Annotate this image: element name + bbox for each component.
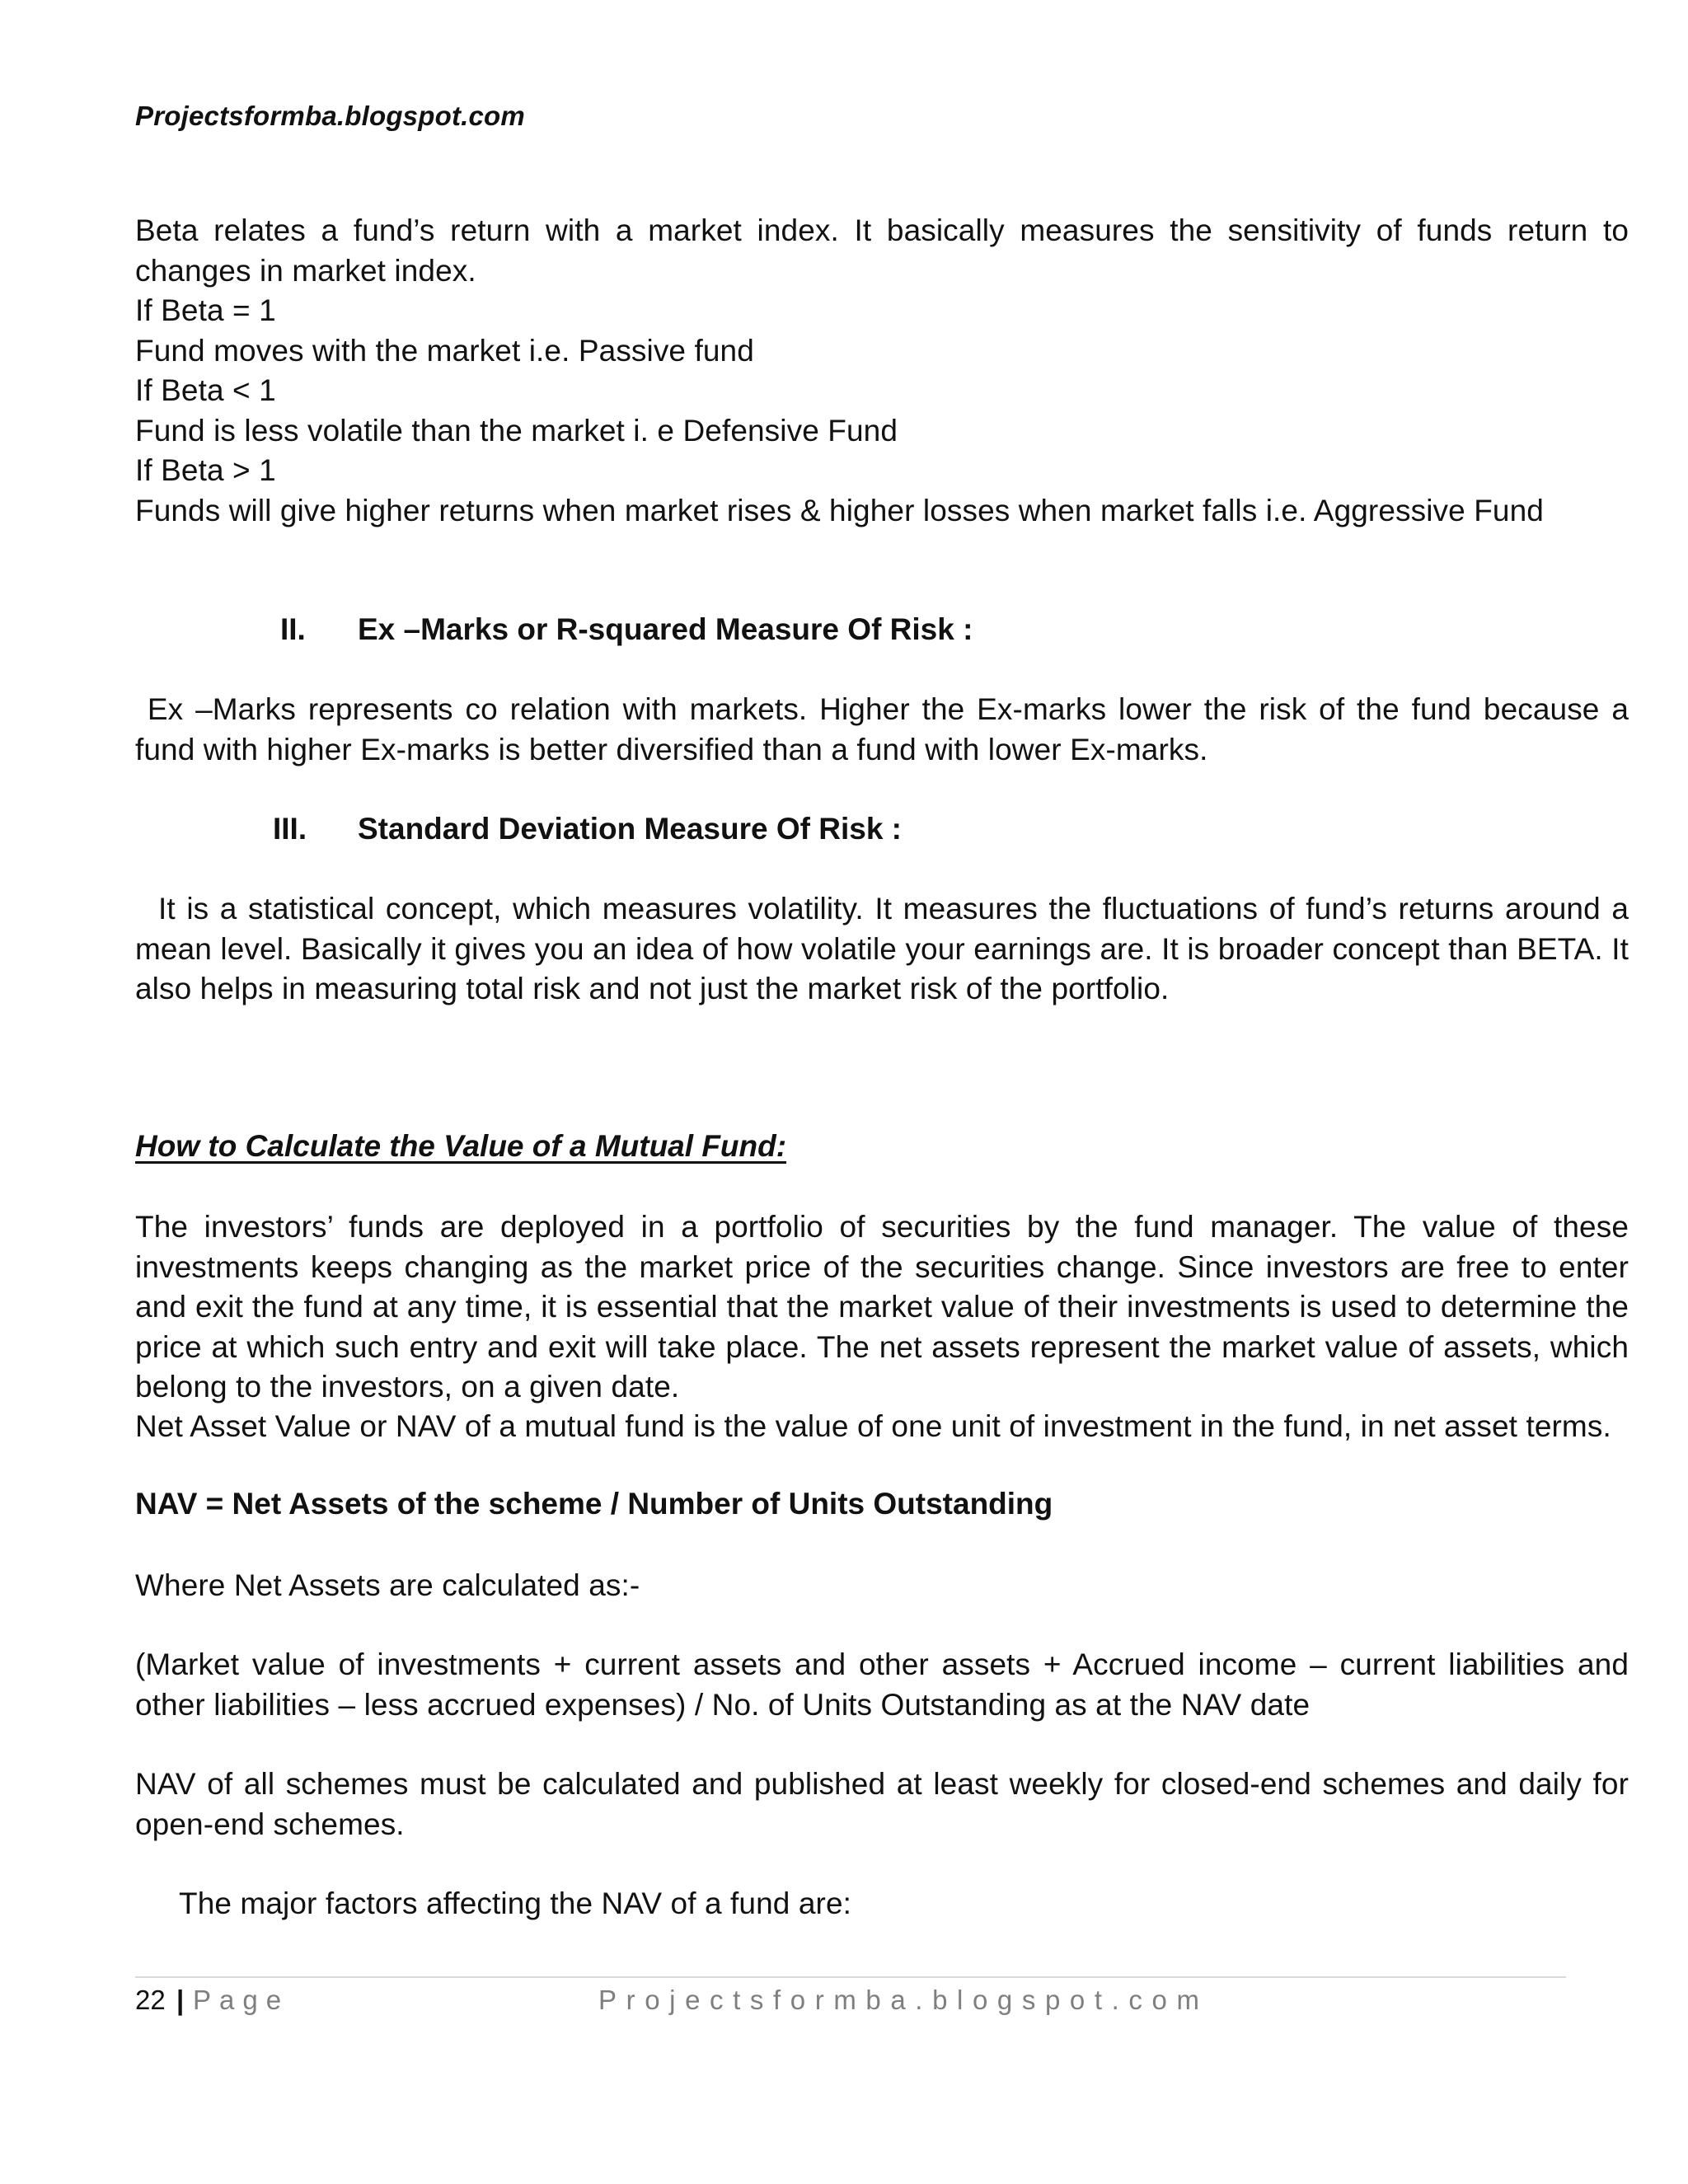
nav-factors-intro: The major factors affecting the NAV of a fund are: [179, 1886, 852, 1920]
footer-separator: | [176, 1985, 185, 2015]
beta-case-line: If Beta = 1 [135, 293, 276, 327]
section-2-body: Ex –Marks represents co relation with markets. Higher the Ex-marks lower the risk of the fund because a fund with higher Ex-marks is better diversified than a fund with lower Ex-marks. [135, 692, 1638, 766]
document-page [135, 0, 1638, 2184]
beta-case-line: Fund is less volatile than the market i. e Defensive Fund [135, 413, 898, 448]
section-2-number: II. [280, 612, 306, 646]
header-site-name: Projectsformba.blogspot.com [135, 101, 525, 131]
footer-page-label: Page [193, 1985, 290, 2015]
beta-case-line: Funds will give higher returns when market rises & higher losses when market falls i.e. Aggressive Fund [135, 493, 1544, 527]
footer-site-name: Projectsformba.blogspot.com [598, 1985, 1209, 2015]
beta-case-line: If Beta > 1 [135, 453, 276, 487]
beta-case-line: Fund moves with the market i.e. Passive fund [135, 333, 754, 368]
section-3-number: III. [273, 812, 307, 846]
beta-intro-paragraph: Beta relates a fund’s return with a market index. It basically measures the sensitivity of funds return to changes in market index. [135, 213, 1629, 288]
section-3-body: It is a statistical concept, which measures volatility. It measures the fluctuations of fund’s returns around a mean level. Basically it gives you an idea of how volatile your earnings are. It is broader concept than BETA. It also helps in measuring total risk and not just the market risk of the portfolio. [135, 892, 1629, 1005]
section-2-title: Ex –Marks or R-squared Measure Of Risk : [358, 612, 973, 646]
section-3-title: Standard Deviation Measure Of Risk : [358, 812, 903, 846]
beta-cases-list [135, 291, 1629, 531]
nav-definition-paragraph: Net Asset Value or NAV of a mutual fund is the value of one unit of investment in the fund, in net asset terms. [135, 1409, 1611, 1443]
nav-intro-paragraph: The investors’ funds are deployed in a portfolio of securities by the fund manager. The value of these investments keeps changing as the market price of the securities change. Since investors are free to enter and exit the fund at any time, it is essential that the market value of their investments is used to determine the price at which such entry and exit will take place. The net assets represent the market value of assets, which belong to the investors, on a given date. [135, 1210, 1629, 1404]
nav-section-title: How to Calculate the Value of a Mutual Fund: [135, 1129, 787, 1163]
footer-page-number: 22 [135, 1985, 166, 2015]
page-footer [135, 1985, 1629, 2026]
footer-divider [135, 1976, 1566, 1978]
nav-formula: NAV = Net Assets of the scheme / Number of Units Outstanding [135, 1487, 1053, 1521]
net-assets-formula: (Market value of investments + current assets and other assets + Accrued income – current liabilities and other liabilities – less accrued expenses) / No. of Units Outstanding as at the NAV date [135, 1647, 1629, 1722]
net-assets-where: Where Net Assets are calculated as:- [135, 1568, 640, 1602]
nav-frequency-paragraph: NAV of all schemes must be calculated and published at least weekly for closed-end schemes and daily for open-end schemes. [135, 1767, 1629, 1841]
beta-case-line: If Beta < 1 [135, 373, 276, 407]
